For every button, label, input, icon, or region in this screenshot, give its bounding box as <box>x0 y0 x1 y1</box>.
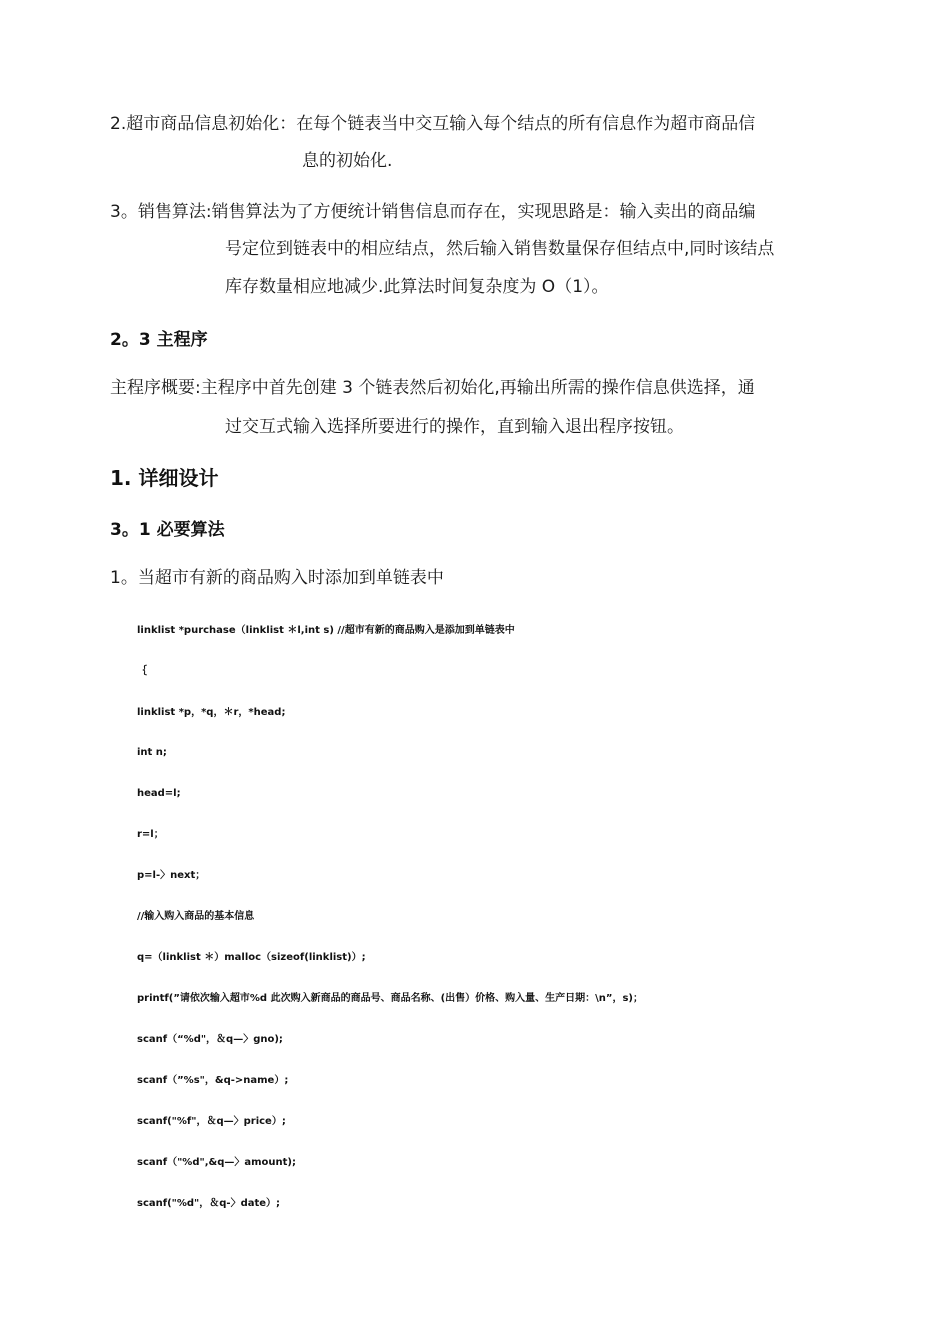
code-line: q=（linklist ＊）malloc（sizeof(linklist)）; <box>137 952 366 963</box>
code-line: r=l； <box>137 829 164 840</box>
code-line: printf(”请依次输入超市%d 此次购入新商品的商品号、商品名称、(出售）价格、购入量、生产日期：\n”，s)； <box>137 993 644 1004</box>
code-line: head=l; <box>137 788 181 799</box>
paragraph-main-line1: 主程序概要:主程序中首先创建 3 个链表然后初始化,再输出所需的操作信息供选择，通 <box>110 378 755 398</box>
code-line: ｛ <box>137 666 147 677</box>
paragraph-sales-line2: 号定位到链表中的相应结点，然后输入销售数量保存但结点中,同时该结点 <box>225 239 775 259</box>
heading-main-program: 2。3 主程序 <box>110 330 208 350</box>
code-line: scanf（”%s"，&q->name）; <box>137 1075 289 1086</box>
paragraph-main-line2: 过交互式输入选择所要进行的操作，直到输入退出程序按钮。 <box>225 417 684 437</box>
code-line: scanf（“%d"，＆q—〉gno); <box>137 1034 283 1045</box>
paragraph-algo-1: 1。当超市有新的商品购入时添加到单链表中 <box>110 568 444 588</box>
code-line: linklist *purchase（linklist ＊l,int s) //超市有新的商品购入是添加到单链表中 <box>137 625 515 636</box>
code-line: linklist *p，*q，＊r，*head; <box>137 707 286 718</box>
paragraph-sales-line3: 库存数量相应地减少.此算法时间复杂度为 O（1）。 <box>225 277 609 297</box>
code-comment: //输入购入商品的基本信息 <box>137 911 255 922</box>
code-line: p=l-〉next； <box>137 870 206 881</box>
code-line: scanf（"%d",&q—〉amount); <box>137 1157 296 1168</box>
paragraph-init-line2: 息的初始化. <box>302 151 393 171</box>
heading-detailed-design: 1. 详细设计 <box>110 466 219 490</box>
code-line: scanf("%d"，＆q-〉date）; <box>137 1198 281 1209</box>
code-line: int n; <box>137 747 167 758</box>
heading-necessary-algorithms: 3。1 必要算法 <box>110 520 225 540</box>
code-line: scanf("%f"，＆q—〉price）; <box>137 1116 286 1127</box>
paragraph-sales-line1: 3。销售算法:销售算法为了方便统计销售信息而存在，实现思路是：输入卖出的商品编 <box>110 202 756 222</box>
paragraph-init-line1: 2.超市商品信息初始化：在每个链表当中交互输入每个结点的所有信息作为超市商品信 <box>110 114 756 134</box>
